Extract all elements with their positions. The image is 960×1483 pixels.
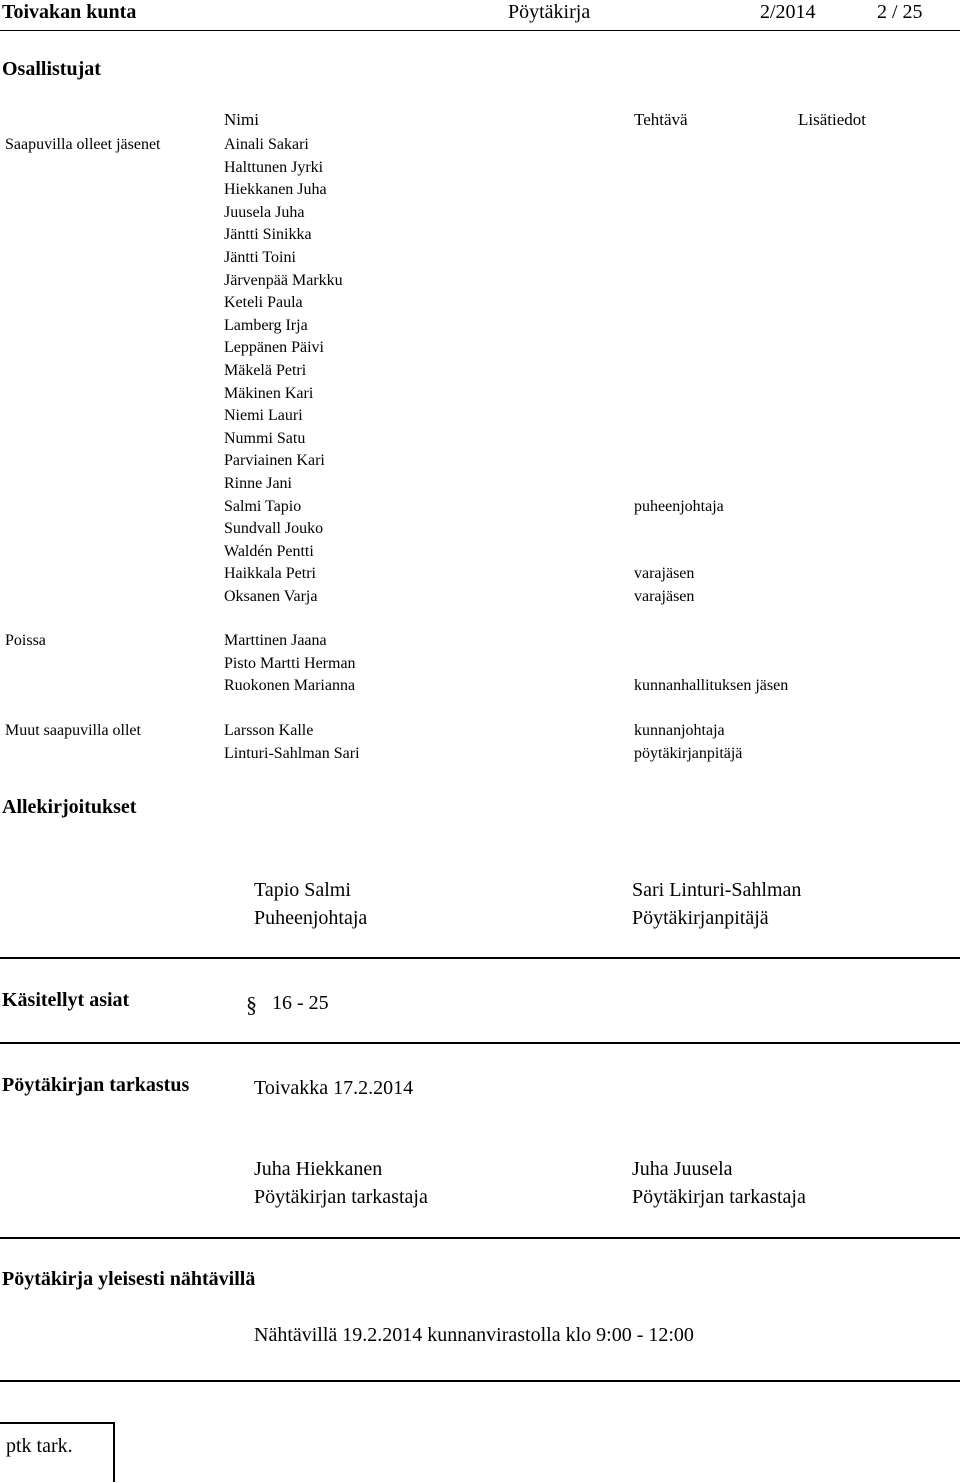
participant-name: Leppänen Päivi xyxy=(224,339,324,357)
participant-name: Halttunen Jyrki xyxy=(224,158,324,176)
section-sign-icon xyxy=(245,988,259,1022)
section-divider xyxy=(0,957,960,959)
participants-title: Osallistujat xyxy=(2,58,101,80)
participant-role: kunnanhallituksen jäsen xyxy=(634,677,789,695)
reviewer-2-name: Juha Juusela xyxy=(632,1158,733,1180)
participant-name: Järvenpää Markku xyxy=(224,271,343,289)
participant-name: Marttinen Jaana xyxy=(224,632,327,649)
column-notes-header: Lisätiedot xyxy=(798,110,866,129)
participant-name: Larsson Kalle xyxy=(224,722,314,739)
others-present-label: Muut saapuvilla ollet xyxy=(5,722,141,739)
participant-role: pöytäkirjanpitäjä xyxy=(634,744,743,762)
document-number: 2/2014 xyxy=(760,1,816,23)
reviewer-1-name: Juha Hiekkanen xyxy=(254,1158,383,1180)
chair-role: Puheenjohtaja xyxy=(254,907,368,929)
reviewer-initials-label: ptk tark. xyxy=(6,1435,73,1457)
participant-name: Mäkelä Petri xyxy=(224,362,307,379)
participant-name: Sundvall Jouko xyxy=(224,520,324,538)
participant-name: Linturi-Sahlman Sari xyxy=(224,744,360,762)
participant-name: Pisto Martti Herman xyxy=(224,654,356,672)
participant-name: Hiekkanen Juha xyxy=(224,181,327,199)
participant-role: puheenjohtaja xyxy=(634,497,724,515)
participant-name: Jäntti Toini xyxy=(224,249,296,266)
reviewer-initials-box xyxy=(0,1422,115,1482)
participant-name: Niemi Lauri xyxy=(224,407,303,425)
svg-text:§: § xyxy=(246,992,257,1017)
participant-name: Parviainen Kari xyxy=(224,452,325,470)
absent-label: Poissa xyxy=(5,632,46,649)
participant-name: Ruokonen Marianna xyxy=(224,677,356,695)
signatures-title: Allekirjoitukset xyxy=(2,796,137,818)
secretary-role: Pöytäkirjanpitäjä xyxy=(632,907,769,929)
participant-name: Salmi Tapio xyxy=(224,497,302,515)
section-divider xyxy=(0,1237,960,1239)
participant-role: kunnanjohtaja xyxy=(634,722,725,739)
participant-name: Waldén Pentti xyxy=(224,542,314,560)
participant-name: Haikkala Petri xyxy=(224,565,316,583)
participant-name: Rinne Jani xyxy=(224,475,292,492)
participant-name: Nummi Satu xyxy=(224,429,306,447)
participant-name: Keteli Paula xyxy=(224,294,303,312)
column-role-header: Tehtävä xyxy=(634,110,688,129)
section-divider xyxy=(0,1380,960,1382)
document-type: Pöytäkirja xyxy=(508,1,591,23)
participant-name: Mäkinen Kari xyxy=(224,384,314,402)
municipality-name: Toivakan kunta xyxy=(2,1,137,23)
chair-name: Tapio Salmi xyxy=(254,879,351,901)
secretary-name: Sari Linturi-Sahlman xyxy=(632,879,802,901)
page-number: 2 / 25 xyxy=(877,1,923,23)
participant-name: Ainali Sakari xyxy=(224,136,309,153)
handled-items-label: Käsitellyt asiat xyxy=(2,989,130,1011)
reviewer-1-role: Pöytäkirjan tarkastaja xyxy=(254,1186,428,1208)
header-divider xyxy=(0,30,960,31)
participant-name: Lamberg Irja xyxy=(224,316,308,334)
participant-name: Juusela Juha xyxy=(224,203,305,221)
participant-role: varajäsen xyxy=(634,588,695,605)
column-name-header: Nimi xyxy=(224,110,259,129)
present-members-label: Saapuvilla olleet jäsenet xyxy=(5,136,161,153)
participant-name: Jäntti Sinikka xyxy=(224,226,312,244)
public-display-value: Nähtävillä 19.2.2014 kunnanvirastolla klo 9:00 - 12:00 xyxy=(254,1324,694,1346)
handled-items-value: 16 - 25 xyxy=(272,992,329,1014)
participant-name: Oksanen Varja xyxy=(224,588,318,605)
review-place-date: Toivakka 17.2.2014 xyxy=(254,1077,414,1099)
participant-role: varajäsen xyxy=(634,565,695,583)
section-divider xyxy=(0,1042,960,1044)
reviewer-2-role: Pöytäkirjan tarkastaja xyxy=(632,1186,806,1208)
review-label: Pöytäkirjan tarkastus xyxy=(2,1074,190,1096)
public-display-label: Pöytäkirja yleisesti nähtävillä xyxy=(2,1268,256,1290)
